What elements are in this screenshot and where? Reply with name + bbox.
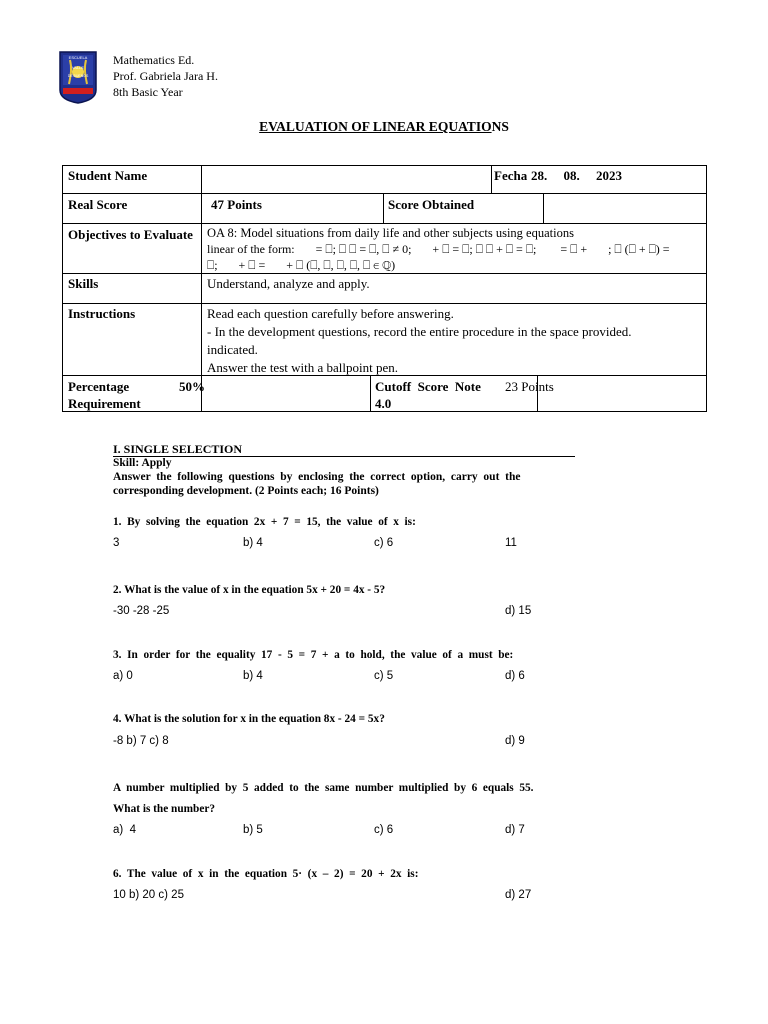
student-name-field[interactable] bbox=[203, 167, 489, 191]
q3-option-c[interactable]: c) 5 bbox=[374, 670, 394, 682]
cutoff-note: 4.0 bbox=[375, 396, 392, 411]
objectives-line-1: OA 8: Model situations from daily life and other subjects using equations bbox=[207, 226, 574, 240]
q6-options-abc[interactable]: 10 b) 20 c) 25 bbox=[113, 889, 184, 901]
objectives-label: Objectives to Evaluate bbox=[68, 227, 193, 242]
header-grade: 8th Basic Year bbox=[113, 85, 183, 99]
percentage-label: Percentage bbox=[68, 379, 130, 394]
objectives-line-3: ⎕; + ⎕ = + ⎕ (⎕, ⎕, ⎕, ⎕, ⎕ ∈ ℚ) bbox=[207, 258, 396, 272]
fecha-value: 28. 08. 2023 bbox=[531, 168, 622, 183]
q5-option-a[interactable]: a) 4 bbox=[113, 824, 137, 836]
score-obtained-field[interactable] bbox=[545, 195, 705, 221]
section-intro-line-2: corresponding development. (2 Points each; 16 Points) bbox=[113, 485, 379, 497]
fecha-label: Fecha bbox=[494, 168, 528, 183]
section-intro-line-1: Answer the following questions by enclosing the correct option, carry out the bbox=[113, 471, 521, 483]
q1-option-d[interactable]: 11 bbox=[505, 537, 517, 549]
header-subject: Mathematics Ed. bbox=[113, 53, 195, 67]
q2-options-abc[interactable]: -30 -28 -25 bbox=[113, 605, 170, 617]
logo-text-top: ESCUELA bbox=[68, 55, 88, 60]
q3-option-d[interactable]: d) 6 bbox=[505, 670, 525, 682]
question-6: 6. The value of x in the equation 5· (x – 2) = 20 + 2x is: bbox=[113, 868, 419, 880]
cutoff-value: 23 Points bbox=[505, 379, 554, 394]
question-3: 3. In order for the equality 17 - 5 = 7 + a to hold, the value of a must be: bbox=[113, 649, 514, 661]
q1-option-b[interactable]: b) 4 bbox=[243, 537, 263, 549]
q3-option-b[interactable]: b) 4 bbox=[243, 670, 263, 682]
logo-text-mid: VALLE bbox=[71, 65, 85, 70]
section-title-rule bbox=[113, 456, 575, 457]
real-score-value: 47 Points bbox=[211, 197, 262, 212]
q4-option-d[interactable]: d) 9 bbox=[505, 735, 525, 747]
instructions-line-1: Read each question carefully before answering. bbox=[207, 306, 454, 321]
section-title: I. SINGLE SELECTION bbox=[113, 442, 243, 456]
requirement-label: Requirement bbox=[68, 396, 141, 411]
q5-option-d[interactable]: d) 7 bbox=[505, 824, 525, 836]
q1-option-c[interactable]: c) 6 bbox=[374, 537, 394, 549]
question-2: 2. What is the value of x in the equation 5x + 20 = 4x - 5? bbox=[113, 584, 386, 596]
score-obtained-label: Score Obtained bbox=[388, 197, 475, 212]
instructions-line-3: indicated. bbox=[207, 342, 258, 357]
question-5: A number multiplied by 5 added to the same number multiplied by 6 equals 55. bbox=[113, 782, 534, 794]
q4-options-abc[interactable]: -8 b) 7 c) 8 bbox=[113, 735, 169, 747]
skills-value: Understand, analyze and apply. bbox=[207, 276, 370, 291]
q2-option-d[interactable]: d) 15 bbox=[505, 605, 532, 617]
student-name-label: Student Name bbox=[68, 168, 148, 183]
q6-option-d[interactable]: d) 27 bbox=[505, 889, 532, 901]
question-4: 4. What is the solution for x in the equation 8x - 24 = 5x? bbox=[113, 713, 385, 725]
header-teacher: Prof. Gabriela Jara H. bbox=[113, 69, 218, 83]
skills-label: Skills bbox=[68, 276, 99, 291]
question-1: 1. By solving the equation 2x + 7 = 15, the value of x is: bbox=[113, 516, 416, 528]
instructions-line-4: Answer the test with a ballpoint pen. bbox=[207, 360, 398, 375]
q5-option-b[interactable]: b) 5 bbox=[243, 824, 263, 836]
q5-option-c[interactable]: c) 6 bbox=[374, 824, 394, 836]
real-score-label: Real Score bbox=[68, 197, 128, 212]
percentage-value: 50% bbox=[179, 379, 205, 394]
instructions-label: Instructions bbox=[68, 306, 136, 321]
section-skill: Skill: Apply bbox=[113, 457, 172, 469]
q3-option-a[interactable]: a) 0 bbox=[113, 670, 133, 682]
q1-option-a[interactable]: 3 bbox=[113, 537, 120, 549]
page-title-underlined: EVALUATION OF LINEAR EQUATIO bbox=[259, 119, 492, 134]
objectives-line-2: linear of the form: = ⎕; ⎕ ⎕ = ⎕, ⎕ ≠ 0; + ⎕ = ⎕; ⎕ ⎕ + ⎕ = ⎕; = ⎕ + ; ⎕ (⎕ + ⎕) = bbox=[207, 242, 670, 256]
page-title-rest: NS bbox=[491, 119, 509, 134]
instructions-line-2: - In the development questions, record the entire procedure in the space provided. bbox=[207, 324, 632, 339]
logo-text-low: DE BUENOS bbox=[67, 74, 89, 78]
question-5-line-2: What is the number? bbox=[113, 803, 215, 815]
cutoff-label: Cutoff Score Note bbox=[375, 379, 481, 394]
